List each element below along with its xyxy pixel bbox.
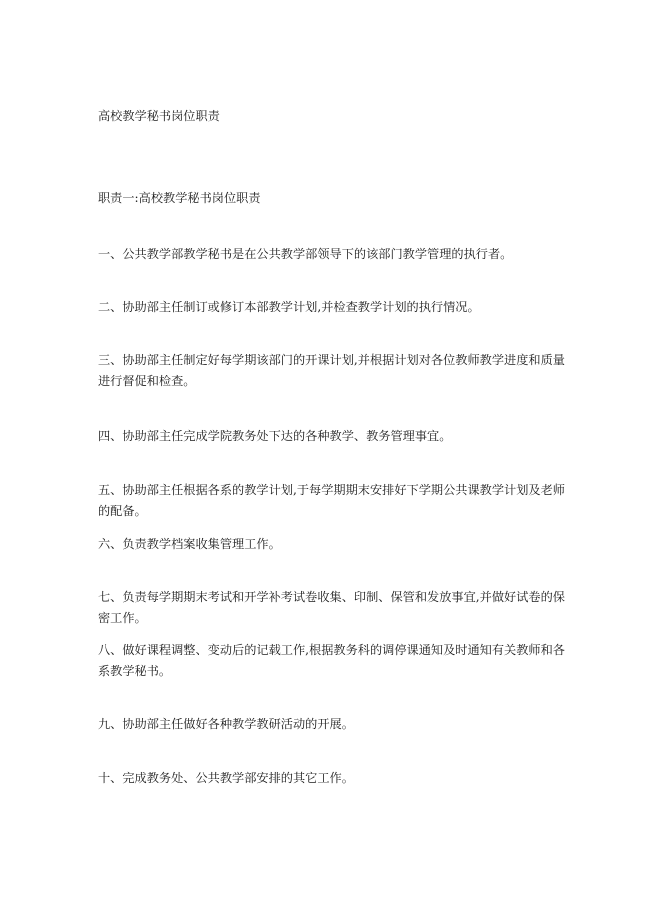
duty-item-10: 十、完成教务处、公共教学部安排的其它工作。 — [98, 771, 354, 785]
duty-item-1: 一、公共教学部教学秘书是在公共教学部领导下的该部门教学管理的执行者。 — [98, 247, 513, 261]
duty-item-9: 九、协助部主任做好各种教学教研活动的开展。 — [98, 717, 354, 731]
duty-item-3: 三、协助部主任制定好每学期该部门的开课计划,并根据计划对各位教师教学进度和质量进行督促和检查。 — [98, 353, 565, 388]
duty-item-4: 四、协助部主任完成学院教务处下达的各种教学、教务管理事宜。 — [98, 429, 452, 443]
section-heading: 职责一:高校教学秘书岗位职责 — [98, 191, 261, 205]
duty-item-8: 八、做好课程调整、变动后的记载工作,根据教务科的调停课通知及时通知有关教师和各系教学秘书。 — [98, 643, 565, 678]
document-title: 高校教学秘书岗位职责 — [98, 109, 220, 123]
duty-item-5: 五、协助部主任根据各系的教学计划,于每学期期末安排好下学期公共课教学计划及老师的配备。 — [98, 483, 565, 518]
duty-item-2: 二、协助部主任制订或修订本部教学计划,并检查教学计划的执行情况。 — [98, 300, 480, 314]
duty-item-7: 七、负责每学期期末考试和开学补考试卷收集、印制、保管和发放事宜,并做好试卷的保密工作。 — [98, 590, 565, 625]
duty-item-6: 六、负责教学档案收集管理工作。 — [98, 537, 281, 551]
